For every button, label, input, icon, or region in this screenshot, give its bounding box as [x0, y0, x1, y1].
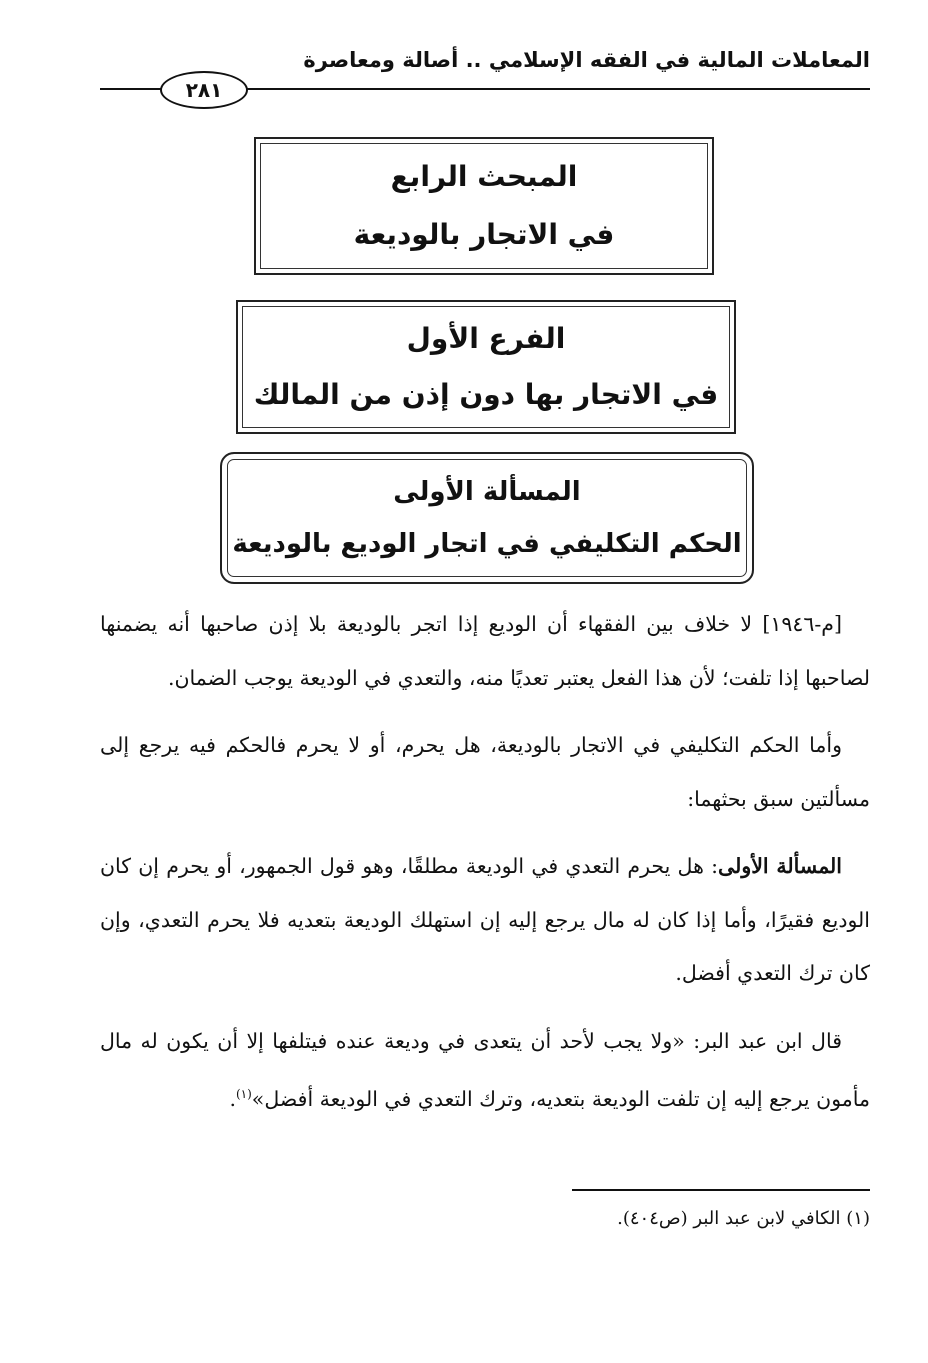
paragraph: [100, 1015, 870, 1127]
section-heading-box: [254, 137, 714, 275]
section-subtitle: في الاتجار بالوديعة: [353, 218, 615, 251]
main-text: [100, 598, 870, 1140]
section-title: المبحث الرابع: [390, 160, 578, 193]
subsection-title: الفرع الأول: [406, 322, 566, 355]
paragraph: وأما الحكم التكليفي في الاتجار بالوديعة، هل يحرم، أو لا يحرم فالحكم فيه يرجع إلى مسألتين سبق بحثهما:: [100, 733, 870, 811]
issue-heading-box: [220, 452, 754, 584]
footnote-rule: [572, 1189, 870, 1191]
subsection-heading-box: [236, 300, 736, 434]
paragraph: [100, 840, 870, 1001]
page-number: ٢٨١: [160, 71, 248, 109]
subsection-subtitle: في الاتجار بها دون إذن من المالك: [253, 378, 719, 411]
paragraph: [م-١٩٤٦] لا خلاف بين الفقهاء أن الوديع إذا اتجر بالوديعة بلا إذن صاحبها أنه يضمنها لصاحبها إذا تلفت؛ لأن هذا الفعل يعتبر تعديًا منه، والتعدي في الوديعة يوجب الضمان.: [100, 612, 870, 690]
issue-label: المسألة الأولى: [718, 854, 842, 878]
footnote: (١) الكافي لابن عبد البر (ص٤٠٤).: [617, 1208, 870, 1229]
running-header: المعاملات المالية في الفقه الإسلامي .. أصالة ومعاصرة: [303, 48, 870, 72]
issue-title: المسألة الأولى: [393, 477, 581, 507]
quote-end: .: [229, 1086, 236, 1111]
footnote-ref: (١): [235, 1087, 252, 1101]
quote-text: قال ابن عبد البر: «ولا يجب لأحد أن يتعدى في وديعة عنده فيتلفها إلا أن يكون له مال مأمون يرجع إليه إن تلفت الوديعة بتعديه، وترك التعدي في الوديعة أفضل»: [100, 1028, 870, 1111]
paragraph-text: : هل يحرم التعدي في الوديعة مطلقًا، وهو قول الجمهور، أو يحرم إن كان الوديع فقيرًا، وأما إذا كان له مال يرجع إليه إن استهلك الوديعة بتعديه فلا يحرم التعدي، وإن كان ترك التعدي أفضل.: [100, 854, 870, 985]
issue-subtitle: الحكم التكليفي في اتجار الوديع بالوديعة: [232, 529, 742, 559]
